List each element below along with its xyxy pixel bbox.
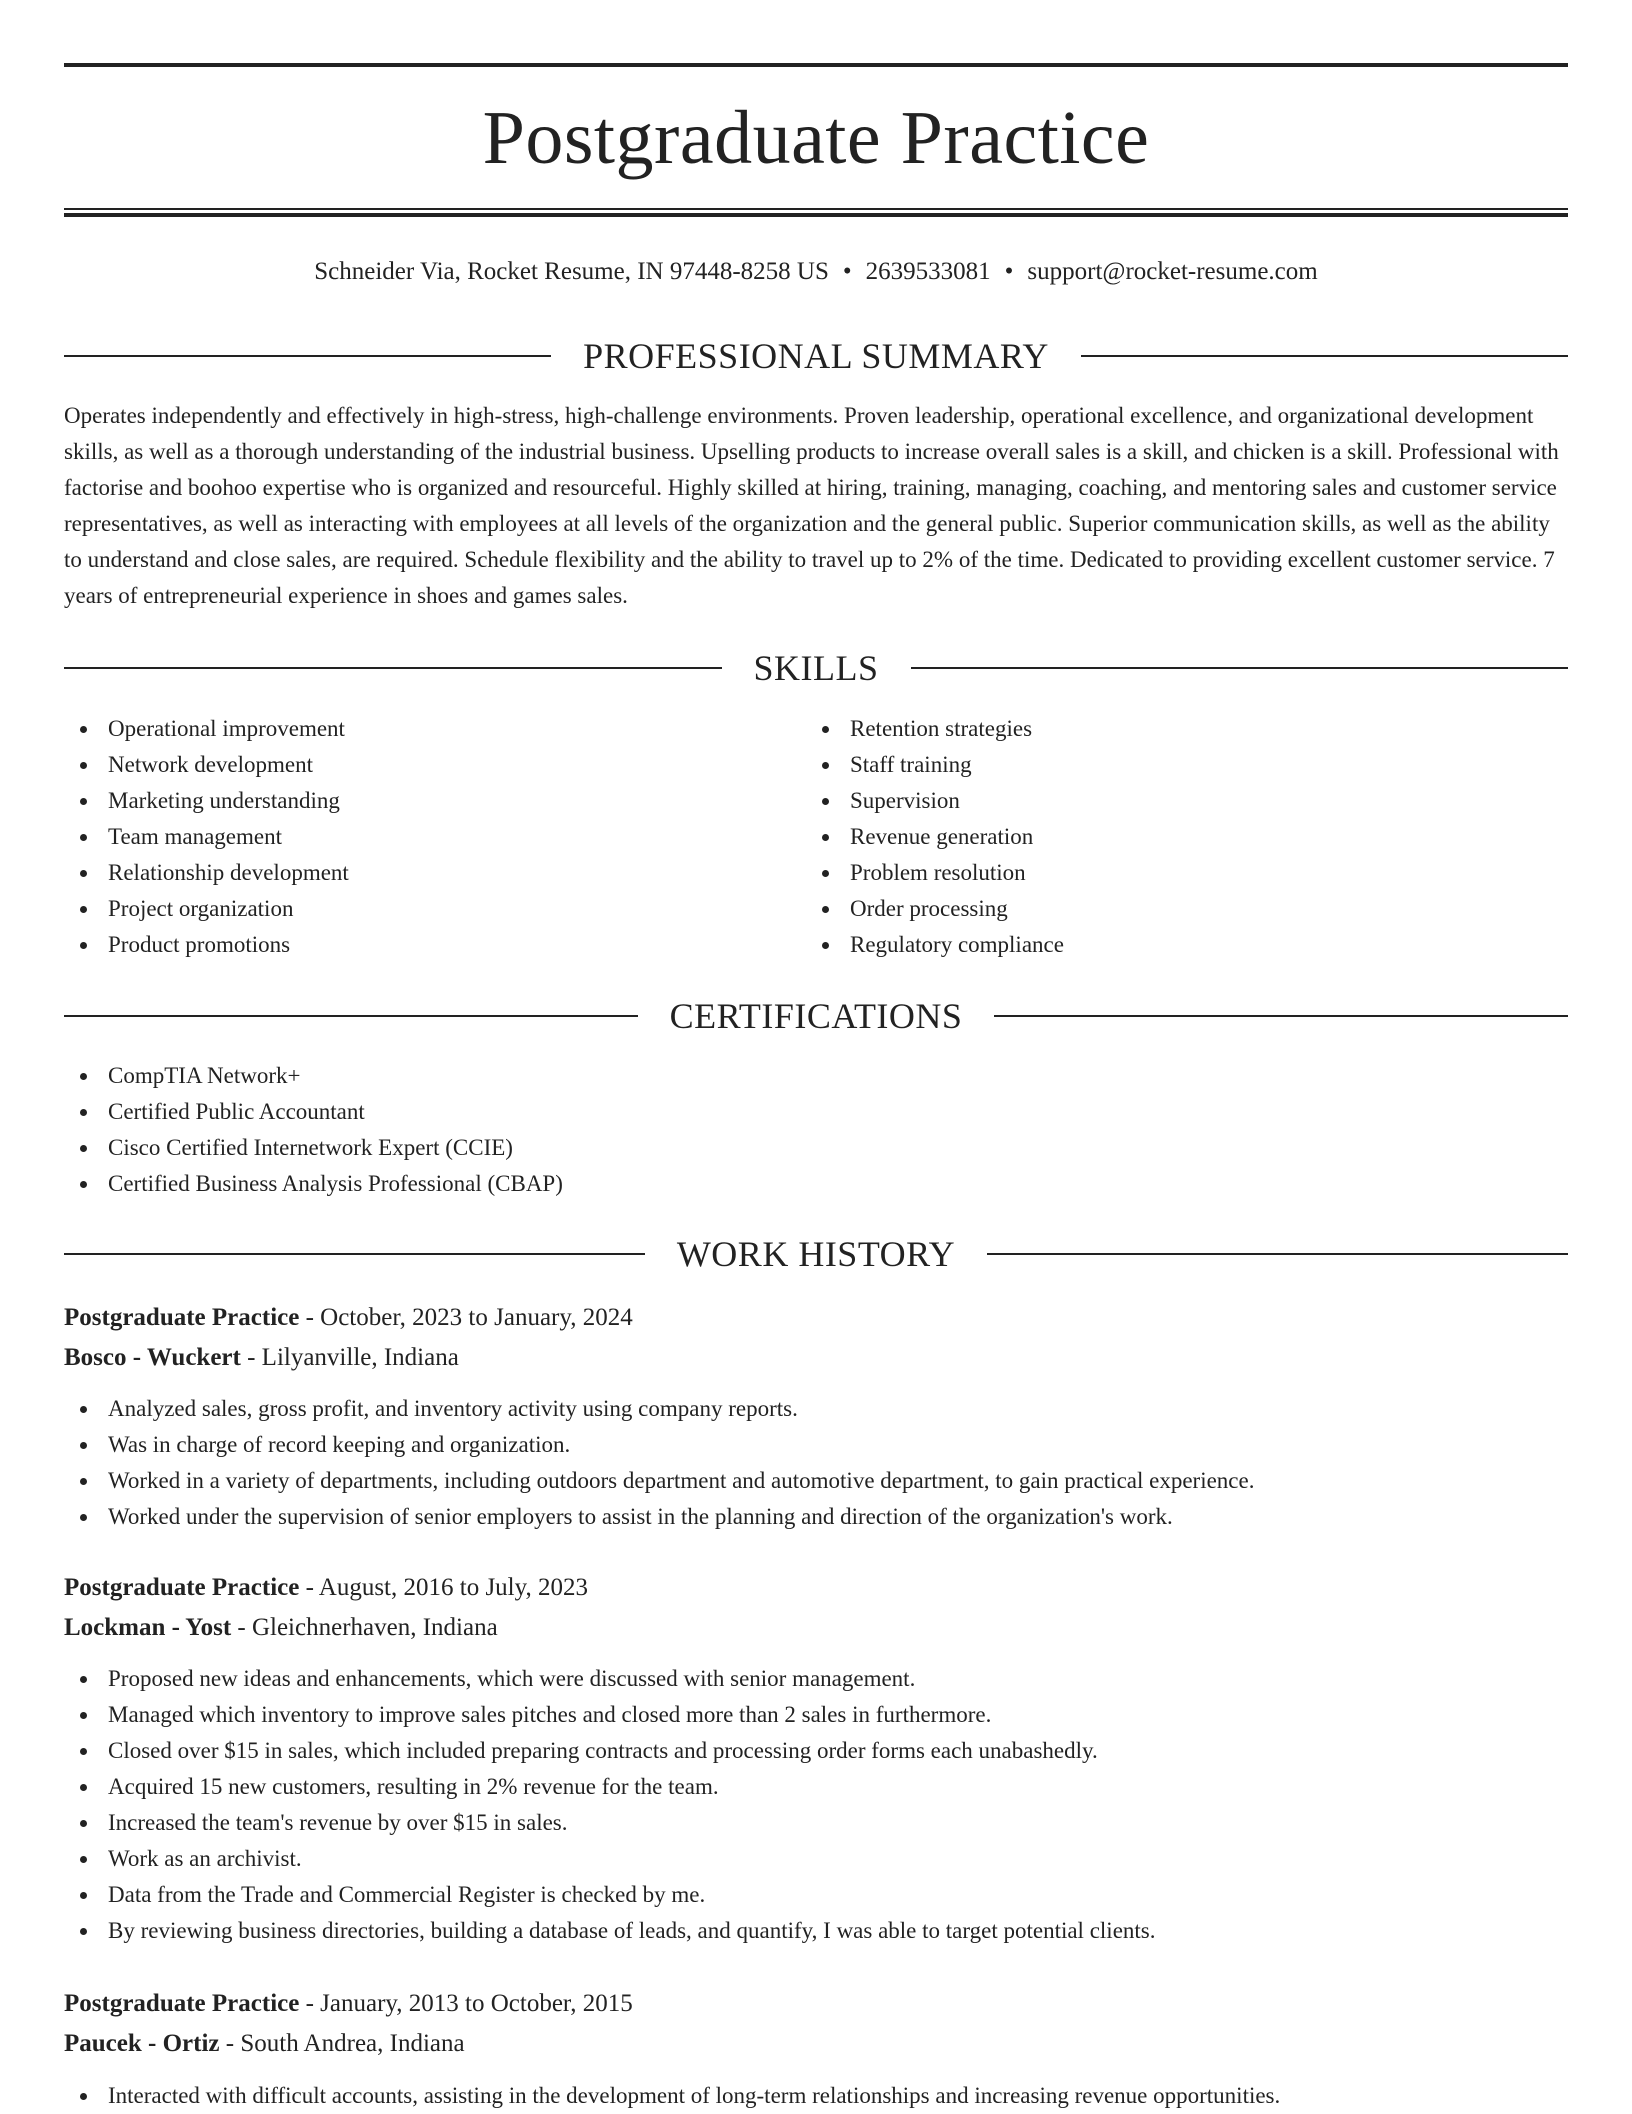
job-bullet: Work as an archivist. (64, 1841, 1156, 1877)
job-company-line (64, 1608, 498, 1648)
contact-separator: • (842, 258, 852, 285)
job-bullet: Analyzed sales, gross profit, and inventory activity using company reports. (64, 1391, 1254, 1427)
job-company: Lockman - Yost (64, 1614, 232, 1641)
skill-item: Retention strategies (806, 711, 1064, 747)
work-history-section-header (64, 1234, 1568, 1274)
contact-address: Schneider Via, Rocket Resume, IN 97448-8258 US (314, 258, 829, 285)
skill-item: Project organization (64, 891, 349, 927)
certification-item: Certified Public Accountant (64, 1094, 563, 1130)
section-rule (1081, 355, 1568, 357)
job-bullet: By reviewing business directories, building a database of leads, and quantify, I was able to target potential clients. (64, 1913, 1156, 1949)
skill-item: Team management (64, 819, 349, 855)
certification-item: Cisco Certified Internetwork Expert (CCIE) (64, 1130, 563, 1166)
contact-separator: • (1004, 258, 1014, 285)
job-bullet: Acquired 15 new customers, resulting in 2% revenue for the team. (64, 1769, 1156, 1805)
skill-item: Staff training (806, 747, 1064, 783)
summary-text: Operates independently and effectively in high-stress, high-challenge environments. Proven leadership, operational excellence, and organizational development skills, as well as a thorough understanding of the industrial business. Upselling products to increase overall sales is a skill, and chicken is a skill. Professional with factorise and boohoo expertise who is organized and resourceful. Highly skilled at hiring, training, managing, coaching, and mentoring sales and customer service representatives, as well as interacting with employees at all levels of the organization and the general public. Superior communication skills, as well as the ability to understand and close sales, are required. Schedule flexibility and the ability to travel up to 2% of the time. Dedicated to providing excellent customer service. 7 years of entrepreneurial experience in shoes and games sales. (64, 403, 1559, 608)
section-rule (911, 667, 1569, 669)
section-rule (64, 667, 722, 669)
certifications-section-title: CERTIFICATIONS (669, 996, 963, 1036)
contact-line (64, 252, 1568, 292)
job-bullet: Proposed new ideas and enhancements, which were discussed with senior management. (64, 1661, 1156, 1697)
certification-item: CompTIA Network+ (64, 1058, 563, 1094)
job-location: - South Andrea, Indiana (219, 2030, 465, 2057)
skill-item: Supervision (806, 783, 1064, 819)
skills-list-left (64, 711, 349, 963)
section-rule (987, 1253, 1568, 1255)
job-bullet: Interacted with difficult accounts, assisting in the development of long-term relationships and increasing revenue opportunities. (64, 2078, 1280, 2114)
skill-item: Regulatory compliance (806, 927, 1064, 963)
candidate-name: Postgraduate Practice (482, 96, 1150, 180)
skill-item: Marketing understanding (64, 783, 349, 819)
job-title-line (64, 1984, 633, 2024)
job-bullet: Managed which inventory to improve sales pitches and closed more than 2 sales in furthermore. (64, 1697, 1156, 1733)
job-title-line (64, 1298, 633, 1338)
skill-item: Relationship development (64, 855, 349, 891)
job-bullet: Data from the Trade and Commercial Register is checked by me. (64, 1877, 1156, 1913)
skill-item: Network development (64, 747, 349, 783)
job-company: Paucek - Ortiz (64, 2030, 220, 2057)
section-rule (994, 1015, 1568, 1017)
job-company: Bosco - Wuckert (64, 1344, 241, 1371)
job-company-line (64, 2024, 465, 2064)
job-bullet: Closed over $15 in sales, which included preparing contracts and processing order forms each unabashedly. (64, 1733, 1156, 1769)
job-title: Postgraduate Practice (64, 1990, 300, 2017)
job-title: Postgraduate Practice (64, 1574, 300, 1601)
job-location: - Lilyanville, Indiana (240, 1344, 459, 1371)
skills-section-header (64, 648, 1568, 688)
job-title: Postgraduate Practice (64, 1304, 300, 1331)
skill-item: Operational improvement (64, 711, 349, 747)
job-dates: - August, 2016 to July, 2023 (299, 1574, 588, 1601)
contact-email[interactable]: support@rocket-resume.com (1027, 258, 1318, 285)
job-dates: - January, 2013 to October, 2015 (299, 1990, 633, 2017)
skill-item: Product promotions (64, 927, 349, 963)
skills-section-title: SKILLS (753, 648, 879, 688)
section-rule (64, 355, 551, 357)
job-bullet: Worked under the supervision of senior employers to assist in the planning and direction of the organization's work. (64, 1499, 1254, 1535)
skill-item: Problem resolution (806, 855, 1064, 891)
section-rule (64, 1253, 645, 1255)
skill-item: Revenue generation (806, 819, 1064, 855)
skills-list-right (806, 711, 1064, 963)
job-title-line (64, 1568, 588, 1608)
job-company-line (64, 1338, 459, 1378)
header-double-rule (64, 208, 1568, 217)
certification-item: Certified Business Analysis Professional (CBAP) (64, 1166, 563, 1202)
job-location: - Gleichnerhaven, Indiana (231, 1614, 498, 1641)
job-dates: - October, 2023 to January, 2024 (299, 1304, 633, 1331)
job-bullet: Worked in a variety of departments, including outdoors department and automotive department, to gain practical experience. (64, 1463, 1254, 1499)
job-bullet: Was in charge of record keeping and organization. (64, 1427, 1254, 1463)
certifications-list (64, 1058, 563, 1202)
contact-phone: 2639533081 (865, 258, 991, 285)
job-bullets (64, 2078, 1280, 2114)
skill-item: Order processing (806, 891, 1064, 927)
certifications-section-header (64, 996, 1568, 1036)
job-bullet: Increased the team's revenue by over $15 in sales. (64, 1805, 1156, 1841)
job-bullets (64, 1391, 1254, 1535)
work-history-section-title: WORK HISTORY (676, 1234, 956, 1274)
header-top-rule (64, 63, 1568, 67)
section-rule (64, 1015, 638, 1017)
job-bullets (64, 1661, 1156, 1949)
summary-section-header (64, 336, 1568, 376)
summary-section-title: PROFESSIONAL SUMMARY (583, 336, 1049, 376)
